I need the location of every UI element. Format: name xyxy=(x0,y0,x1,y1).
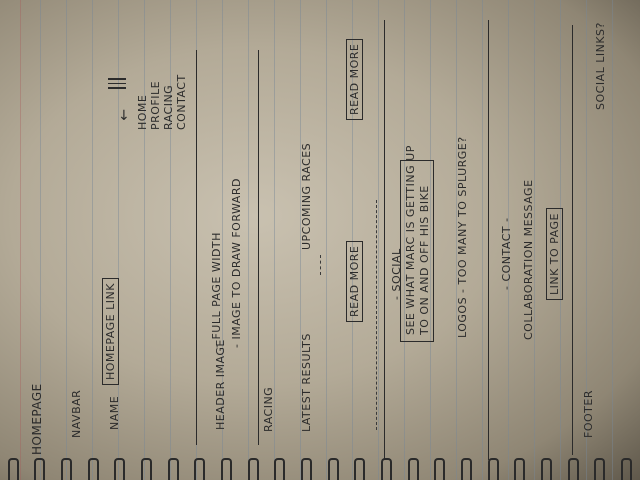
logos-note: LOGOS - TOO MANY TO SPLURGE? xyxy=(456,136,469,338)
footer-divider xyxy=(572,25,573,455)
spiral-coil xyxy=(594,458,605,480)
spiral-coil xyxy=(88,458,99,480)
column-split-2 xyxy=(376,200,378,430)
menu-icon xyxy=(108,75,126,92)
spiral-coil xyxy=(621,458,632,480)
spiral-coil xyxy=(141,458,152,480)
spiral-coil xyxy=(488,458,499,480)
collaboration-message: COLLABORATION MESSAGE xyxy=(522,179,535,340)
ruled-line xyxy=(170,0,171,480)
ruled-line xyxy=(144,0,145,480)
nav-item-home: HOME xyxy=(136,94,149,130)
spiral-coil xyxy=(328,458,339,480)
arrow-down-icon: ↓ xyxy=(118,108,130,124)
spiral-coil xyxy=(541,458,552,480)
latest-results-heading: LATEST RESULTS xyxy=(300,333,313,432)
social-box-line-2: TO ON AND OFF HIS BIKE xyxy=(418,185,431,335)
spiral-coil xyxy=(461,458,472,480)
spiral-coil xyxy=(248,458,259,480)
spiral-coil xyxy=(408,458,419,480)
social-heading: - SOCIAL xyxy=(390,248,403,300)
spiral-coil xyxy=(194,458,205,480)
social-links-note: SOCIAL LINKS? xyxy=(594,22,607,110)
contact-heading: - CONTACT - xyxy=(500,217,513,290)
footer-heading: FOOTER xyxy=(582,390,595,438)
header-note-image: - IMAGE TO DRAW FORWARD xyxy=(230,178,243,348)
spiral-coil xyxy=(434,458,445,480)
ruled-line xyxy=(378,0,379,480)
contact-divider xyxy=(488,20,489,460)
spiral-coil xyxy=(168,458,179,480)
ruled-line xyxy=(482,0,483,480)
spiral-coil xyxy=(221,458,232,480)
name-label: NAME xyxy=(108,395,121,430)
column-split xyxy=(320,255,322,275)
spiral-coil xyxy=(514,458,525,480)
spiral-coil xyxy=(381,458,392,480)
spiral-coil xyxy=(8,458,19,480)
spiral-coil xyxy=(34,458,45,480)
social-divider xyxy=(384,20,385,460)
spiral-coil xyxy=(114,458,125,480)
spiral-coil xyxy=(61,458,72,480)
link-to-page-box: LINK TO PAGE xyxy=(546,208,563,300)
ruled-line xyxy=(248,0,249,480)
ruled-line xyxy=(612,0,613,480)
read-more-box-results: READ MORE xyxy=(346,241,363,322)
nav-item-profile: PROFILE xyxy=(149,80,162,130)
nav-item-contact: CONTACT xyxy=(175,74,188,130)
ruled-line xyxy=(92,0,93,480)
spiral-coil xyxy=(274,458,285,480)
nav-item-racing: RACING xyxy=(162,84,175,130)
ruled-line xyxy=(326,0,327,480)
spiral-coil xyxy=(354,458,365,480)
ruled-line xyxy=(66,0,67,480)
header-image-heading: HEADER IMAGE xyxy=(214,339,227,430)
spiral-binding xyxy=(0,458,640,480)
racing-heading: RACING xyxy=(262,386,275,432)
margin-line xyxy=(20,0,21,480)
spiral-coil xyxy=(301,458,312,480)
racing-divider xyxy=(258,50,259,445)
homepage-link-box: HOMEPAGE LINK xyxy=(102,278,119,385)
upcoming-races-heading: UPCOMING RACES xyxy=(300,142,313,250)
header-note-width: - FULL PAGE WIDTH xyxy=(210,232,223,348)
header-divider xyxy=(196,50,197,445)
homepage-heading: HOMEPAGE xyxy=(30,383,44,455)
spiral-coil xyxy=(568,458,579,480)
social-box-line-1: SEE WHAT MARC IS GETTING UP xyxy=(404,145,417,335)
navbar-heading: NAVBAR xyxy=(70,389,83,438)
read-more-box-races: READ MORE xyxy=(346,39,363,120)
